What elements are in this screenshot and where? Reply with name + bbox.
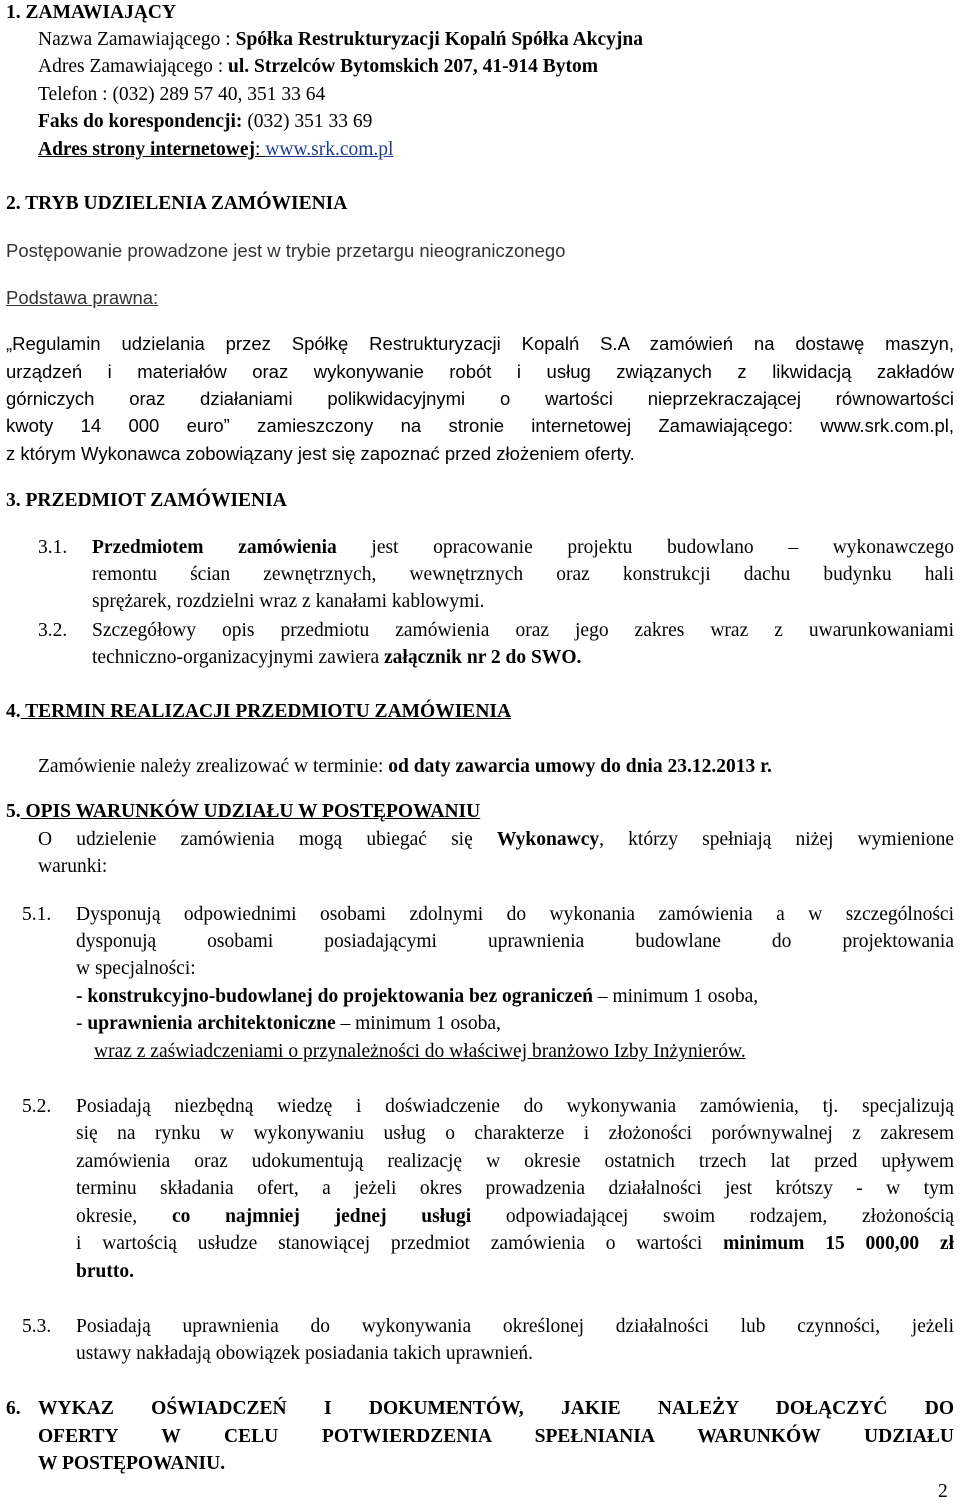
orderer-address-label: Adres Zamawiającego : [38,56,229,77]
completion-text: Zamówienie należy zrealizować w terminie: [38,756,389,777]
item-3-2-text: techniczno-organizacyjnymi zawiera [92,647,384,668]
bullet-dash: - [76,986,88,1007]
orderer-address-line [38,55,598,79]
condition-5-3-line-1: Posiadają uprawnienia do wykonywania określonej działalności lub czynności, jeżeli [76,1316,954,1337]
procedure-mode: Postępowanie prowadzone jest w trybie przetargu nieograniczonego [6,240,566,261]
at-least-one-service: co najmniej jednej usługi [171,1206,472,1227]
condition-5-2-line-4: terminu składania ofert, a jeżeli okres prowadzenia działalności jest krótszy - w tym [76,1178,954,1199]
specialty-construction-min: – minimum 1 osoba, [592,986,759,1007]
condition-5-2-line-2: się na rynku w wykonywaniu usług o charakterze i złożoności porównywalnej z zakresem [76,1123,954,1144]
legal-basis-line-5: z którym Wykonawca zobowiązany jest się zapoznać przed złożeniem oferty. [6,443,635,464]
condition-5-2-line-5 [76,1205,954,1229]
condition-5-2-line-6 [76,1232,954,1256]
item-3-1-line-1 [92,536,954,560]
legal-basis-line-2: urządzeń i materiałów oraz wykonywanie robót i usług związanych z likwidacją zakładów [6,361,954,382]
condition-5-2-number: 5.2. [22,1096,52,1117]
condition-5-1-number: 5.1. [22,904,52,925]
item-3-1-line-3: sprężarek, rozdzielni wraz z kanałami kablowymi. [92,591,485,612]
fax-label: Faks do korespondencji: [38,111,243,132]
fax-value: (032) 351 33 69 [242,111,373,132]
subject-text: jest opracowanie projektu budowlano – wykonawczego [336,537,955,558]
line6-text-a: i wartością usłudze stanowiącej przedmiot zamówienia o wartości [76,1233,724,1254]
website-link[interactable]: www.srk.com.pl [265,139,394,160]
section-2-heading: 2. TRYB UDZIELENIA ZAMÓWIENIA [6,193,348,214]
orderer-name-line [38,28,643,52]
legal-basis-line-1: „Regulamin udzielania przez Spółkę Restrukturyzacji Kopalń S.A zamówień na dostawę maszyn, [6,333,954,354]
legal-basis-line-4: kwoty 14 000 euro” zamieszczony na stronie internetowej Zamawiającego: www.srk.com.pl, [6,415,954,436]
minimum-value: minimum 15 000,00 zł [723,1233,954,1254]
section-4-heading [6,700,511,724]
specialty-bullet-2 [76,1012,501,1036]
condition-5-1-line-2: dysponują osobami posiadającymi uprawnienia budowlane do projektowania [76,931,954,952]
page-number: 2 [938,1481,948,1502]
intro-text-a: O udzielenie zamówienia mogą ubiegać się [38,829,497,850]
section-4-title: TERMIN REALIZACJI PRZEDMIOTU ZAMÓWIENIA [20,701,512,722]
section-5-heading [6,800,480,824]
section-4-number: 4. [6,701,21,722]
bullet-dash: - [76,1013,88,1034]
orderer-name-label: Nazwa Zamawiającego : [38,29,236,50]
orderer-fax-line [38,110,372,134]
condition-5-1-line-1: Dysponują odpowiednimi osobami zdolnymi do wykonania zamówienia a w szczególności [76,904,954,925]
specialty-chamber-note: wraz z zaświadczeniami o przynależności do właściwej branżowo Izby Inżynierów. [94,1041,746,1062]
specialty-construction: konstrukcyjno-budowlanej do projektowania bez ograniczeń [87,986,593,1007]
item-3-2-number: 3.2. [38,620,68,641]
condition-5-2-line-3: zamówienia oraz udokumentują realizację w okresie ostatnich trzech lat przed upływem [76,1151,954,1172]
section-6-number: 6. [6,1398,21,1419]
line5-text-a: okresie, [76,1206,172,1227]
orderer-name-value: Spółka Restrukturyzacji Kopalń Spółka Akcyjna [235,29,644,50]
specialty-architecture-min: – minimum 1 osoba, [335,1013,501,1034]
subject-label: Przedmiotem zamówienia [92,537,337,558]
section-6-title-line-1: WYKAZ OŚWIADCZEŃ I DOKUMENTÓW, JAKIE NALEŻY DOŁĄCZYĆ DO [38,1398,954,1419]
website-colon: : [255,139,266,160]
intro-contractors: Wykonawcy [496,829,600,850]
conditions-intro-line-2: warunki: [38,856,108,877]
section-6-title-line-2: OFERTY W CELU POTWIERDZENIA SPEŁNIANIA WARUNKÓW UDZIAŁU [38,1426,954,1447]
section-5-number: 5. [6,801,21,822]
section-5-title: OPIS WARUNKÓW UDZIAŁU W POSTĘPOWANIU [20,801,481,822]
condition-5-3-number: 5.3. [22,1316,52,1337]
intro-text-c: , którzy spełniają niżej wymienione [599,829,954,850]
specialty-bullet-1 [76,985,758,1009]
legal-basis-label: Podstawa prawna: [6,287,159,308]
attachment-reference: załącznik nr 2 do SWO. [384,647,582,668]
section-3-heading: 3. PRZEDMIOT ZAMÓWIENIA [6,490,287,511]
conditions-intro-line-1 [38,828,954,852]
orderer-website-line [38,138,393,162]
item-3-1-line-2: remontu ścian zewnętrznych, wewnętrznych oraz konstrukcji dachu budynku hali [92,564,954,585]
condition-5-2-line-7: brutto. [76,1261,134,1282]
orderer-phone: Telefon : (032) 289 57 40, 351 33 64 [38,84,326,105]
item-3-2-line-2 [92,646,581,670]
section-6-title-line-3: W POSTĘPOWANIU. [38,1453,226,1474]
item-3-1-number: 3.1. [38,537,68,558]
completion-deadline-line [38,755,772,779]
section-1-heading: 1. ZAMAWIAJĄCY [6,2,177,23]
completion-deadline: od daty zawarcia umowy do dnia 23.12.2013 r. [388,756,772,777]
condition-5-3-line-2: ustawy nakładają obowiązek posiadania takich uprawnień. [76,1343,534,1364]
condition-5-1-line-3: w specjalności: [76,958,196,979]
item-3-2-line-1: Szczegółowy opis przedmiotu zamówienia oraz jego zakres wraz z uwarunkowaniami [92,620,954,641]
line5-text-c: odpowiadającej swoim rodzajem, złożonością [471,1206,955,1227]
specialty-architecture: uprawnienia architektoniczne [87,1013,336,1034]
website-label: Adres strony internetowej [38,139,255,160]
legal-basis-line-3: górniczych oraz działaniami polikwidacyjnymi o wartości nieprzekraczającej równowartości [6,388,954,409]
condition-5-2-line-1: Posiadają niezbędną wiedzę i doświadczenie do wykonywania zamówienia, tj. specjalizują [76,1096,954,1117]
orderer-address-value: ul. Strzelców Bytomskich 207, 41-914 Bytom [228,56,598,77]
